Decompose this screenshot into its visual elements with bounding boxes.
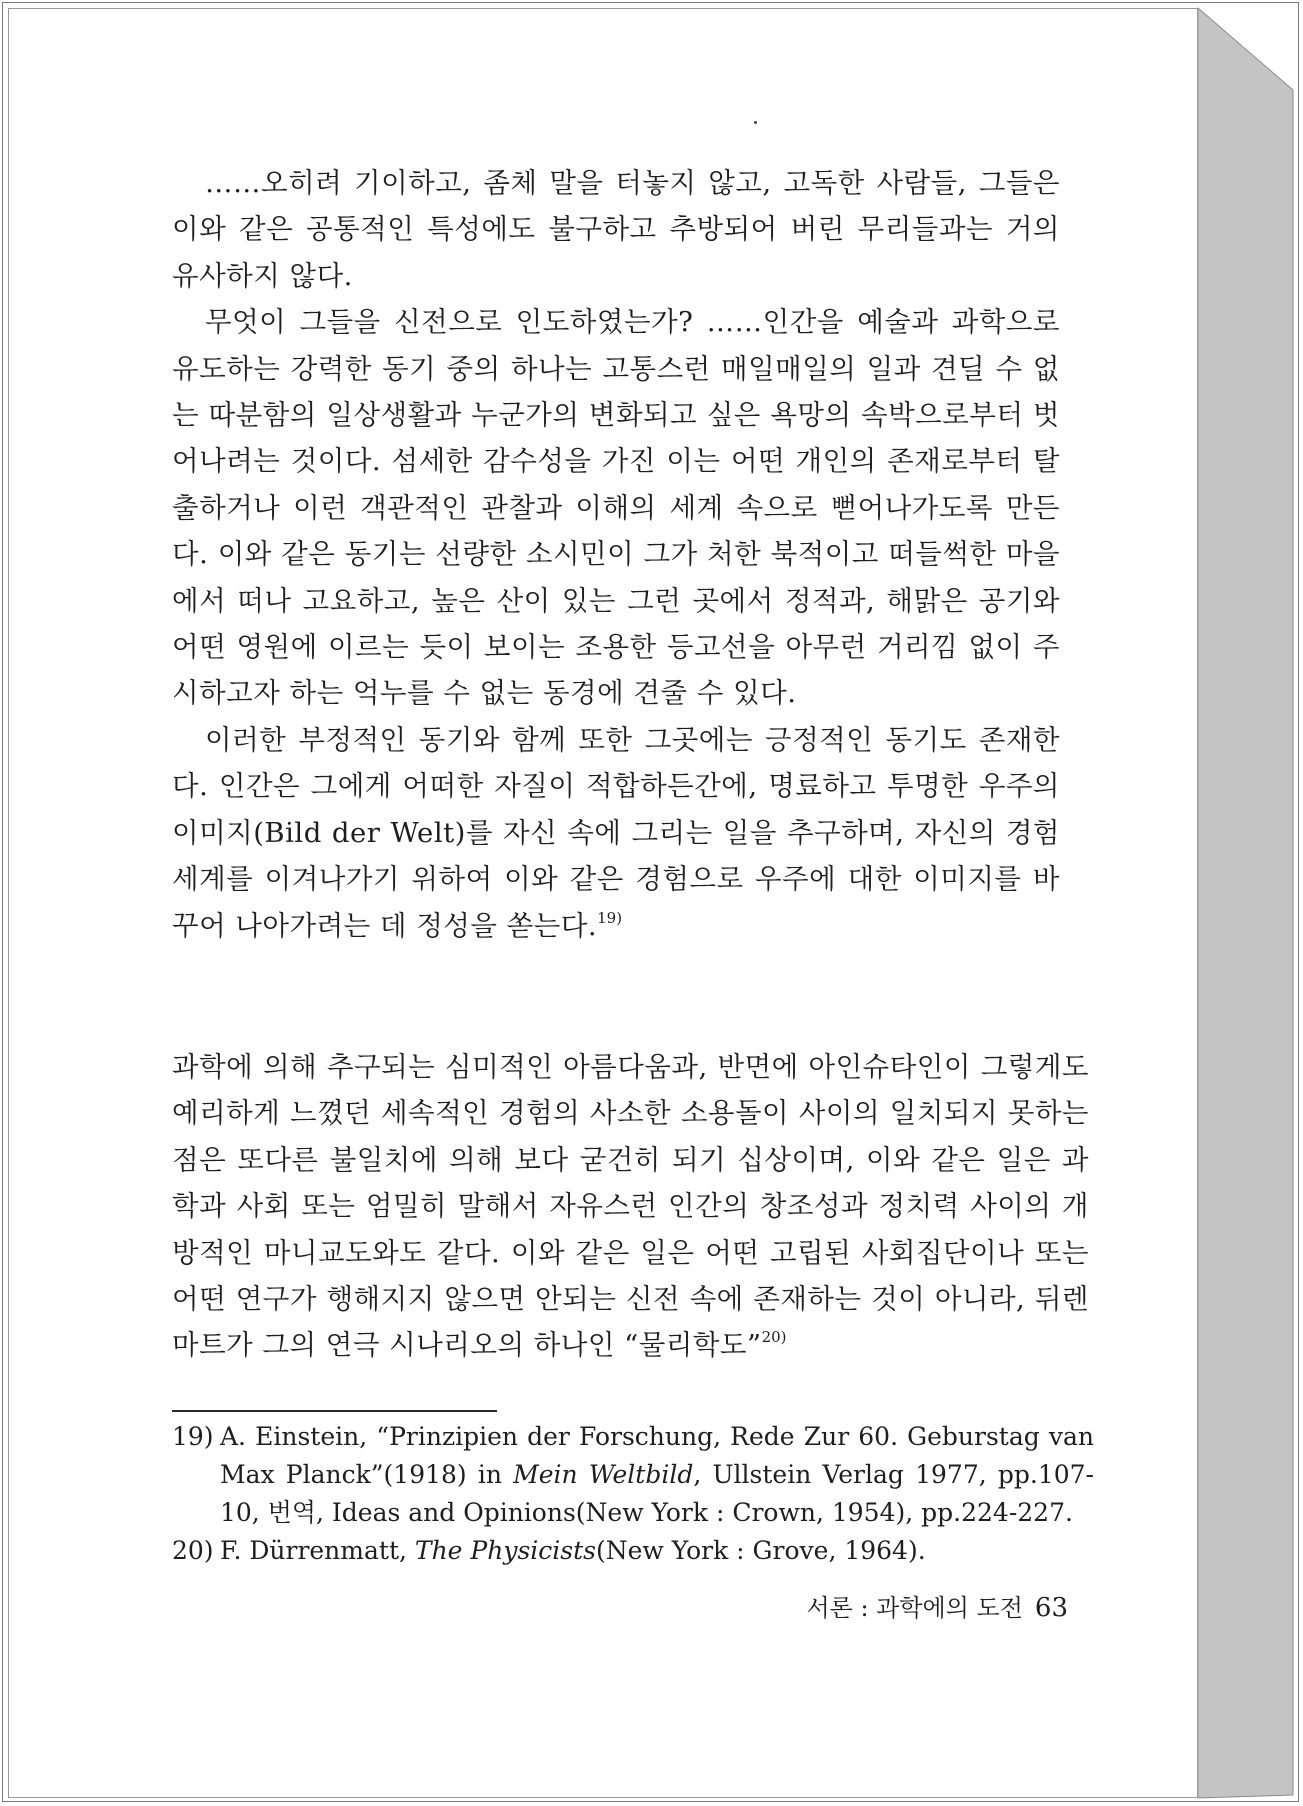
footnote-number: 20) [172,1536,214,1565]
body-paragraph-text: 과학에 의해 추구되는 심미적인 아름다움과, 반면에 아인슈타인이 그렇게도 예리하게 느꼈던 세속적인 경험의 사소한 소용돌이 사이의 일치되지 못하는 점은 또다른 불일치에 의해 보다 굳건히 되기 십상이며, 이와 같은 일은 과학과 사회 또는 엄밀히 말해서 자유스런 인간의 창조성과 정치력 사이의 개방적인 마니교도와도 같다. 이와 같은 일은 어떤 고립된 사회집단이나 또는 어떤 연구가 행해지지 않으면 안되는 신전 속에 존재하는 것이 아니라, 뒤렌마트가 그의 연극 시나리오의 하나인 “물리학도” [172,1051,1089,1362]
footnote-text-tail: (New York : Grove, 1964). [595,1536,926,1565]
footnote-text: A. Einstein, “Prinzipien der Forschung, Rede Zur 60. Geburstag van Max Planck”(1918) in [220,1422,1094,1489]
footnote-20 [172,1532,1094,1570]
quote-paragraph-3-text: 이러한 부정적인 동기와 함께 또한 그곳에는 긍정적인 동기도 존재한다. 인간은 그에게 어떠한 자질이 적합하든간에, 명료하고 투명한 우주의 이미지(Bild der Welt)를 자신 속에 그리는 일을 추구하며, 자신의 경험 세계를 이겨나가기 위하여 이와 같은 경험으로 우주에 대한 이미지를 바꾸어 나아가려는 데 정성을 쏟는다. [172,723,1060,942]
quote-paragraph-2: 무엇이 그들을 신전으로 인도하였는가? ……인간을 예술과 과학으로 유도하는 강력한 동기 중의 하나는 고통스런 매일매일의 일과 견딜 수 없는 따분함의 일상생활과 누군가의 변화되고 싶은 욕망의 속박으로부터 벗어나려는 것이다. 섬세한 감수성을 가진 이는 어떤 개인의 존재로부터 탈출하거나 이런 객관적인 관찰과 이해의 세계 속으로 뻗어나가도록 만든다. 이와 같은 동기는 선량한 소시민이 그가 처한 북적이고 떠들썩한 마을에서 떠나 고요하고, 높은 산이 있는 그런 곳에서 정적과, 해맑은 공기와 어떤 영원에 이르는 듯이 보이는 조용한 등고선을 아무런 거리낌 없이 주시하고자 하는 억누를 수 없는 동경에 견줄 수 있다. [172,306,1060,710]
footnote-book-title: The Physicists [414,1536,596,1565]
footnote-ref-19[interactable]: 19) [597,908,623,927]
quote-paragraph-3 [172,717,1060,949]
footnote-ref-20[interactable]: 20) [761,1328,787,1347]
footnote-book-title: Mein Weltbild [513,1460,694,1489]
body-text [172,1044,1089,1369]
speck-mark [754,121,757,124]
page-number: 63 [1034,1593,1068,1623]
quote-paragraph-1: ……오히려 기이하고, 좀체 말을 터놓지 않고, 고독한 사람들, 그들은 이와 같은 공통적인 특성에도 불구하고 추방되어 버린 무리들과는 거의 유사하지 않다. [172,167,1060,292]
footnote-19 [172,1418,1094,1532]
block-quote [172,160,1060,949]
running-footer [806,1588,1068,1623]
footnote-text: F. Dürrenmatt, [220,1536,415,1565]
footnote-number: 19) [172,1422,214,1451]
footnotes [172,1418,1094,1570]
footnote-separator [172,1410,497,1412]
chapter-title: 서론 : 과학에의 도전 [806,1594,1023,1622]
footnote-text-tail: , Ullstein Verlag 1977, pp.107-10, 번역, Ideas and Opinions(New York : Crown, 1954), pp.224-227. [220,1460,1094,1527]
body-paragraph [172,1044,1089,1369]
